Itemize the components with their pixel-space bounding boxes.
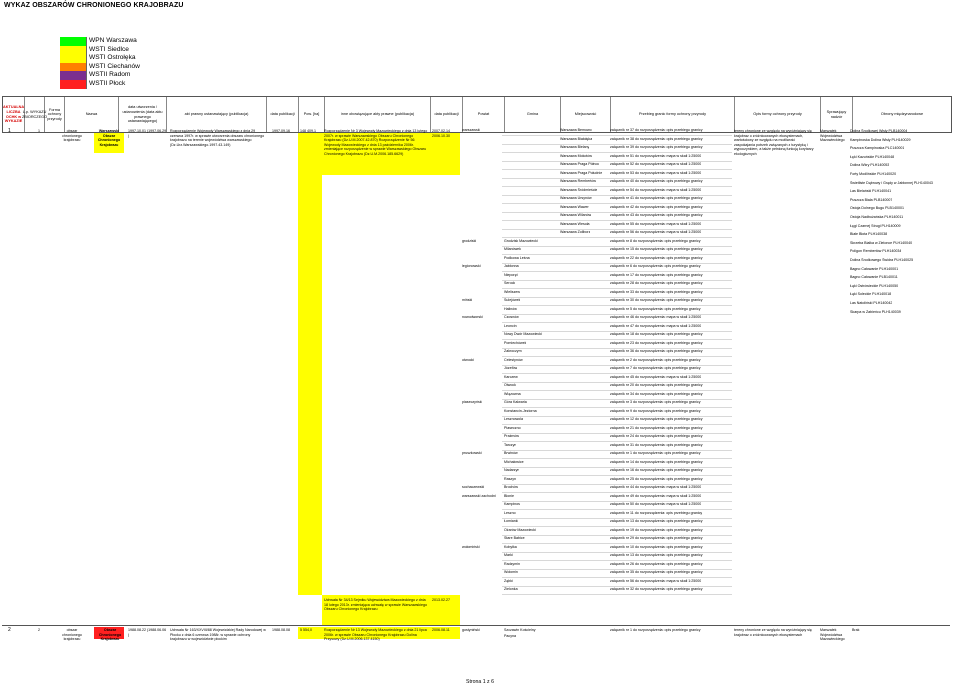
page-footer: Strona 1 z 6 bbox=[466, 679, 494, 685]
legend-label: WSTI Ostrołęka bbox=[89, 54, 136, 62]
row-gmina: Radzymin bbox=[504, 561, 520, 566]
legend-label: WSTII Płock bbox=[89, 79, 126, 87]
row-gmina: Leoncin bbox=[504, 323, 517, 328]
record1-lp: 1 bbox=[38, 129, 40, 133]
obszar-item: Puszcza Biała PLB140007 bbox=[850, 197, 893, 202]
legend-item bbox=[60, 46, 160, 55]
row-przebieg: załącznik nr 9 do rozporządzenia: opis przebiegu granicy bbox=[610, 408, 701, 413]
record2-nazwa: Obszar Chronionego Krajobrazu bbox=[98, 628, 122, 642]
header-gmina: Gmina bbox=[505, 97, 561, 132]
row-przebieg: załącznik nr 25 do rozporządzenia: opis przebiegu granicy bbox=[610, 476, 703, 481]
header-akt-prawny: akt prawny ustanawiający (publikacja) bbox=[167, 97, 267, 132]
row-miejscowosc: Warszawa Bemowo bbox=[560, 128, 592, 132]
record2-lp: 2 bbox=[38, 628, 40, 632]
row-przebieg: załącznik nr 54 do rozporządzenia: mapa w skali 1:25000 bbox=[610, 187, 702, 192]
row-przebieg: załącznik nr 44 do rozporządzenia: mapa w skali 1:25000 bbox=[610, 485, 702, 489]
row-gmina: Nieporęt bbox=[504, 272, 518, 277]
record1-akt: Rozporządzenie Wojewody Warszawskiego z dnia 29 czerwca 1997r. w sprawie utworzenia obszaru chronionego krajobrazu na terenie województwa warszawskiego (Dz.Urz.Warszawskiego.1997.43.149) bbox=[170, 129, 265, 147]
header-nadzor: Sprawujący nadzór bbox=[821, 97, 853, 132]
obszar-item: Las Natoliński PLH140042 bbox=[850, 301, 893, 305]
row-gmina: Celestynów bbox=[504, 357, 523, 362]
page-title: WYKAZ OBSZARÓW CHRONIONEGO KRAJOBRAZU bbox=[4, 2, 184, 9]
record1-nazwa: Warszawski Obszar Chronionego Krajobrazu bbox=[97, 129, 121, 147]
row-gmina: Raszyn bbox=[504, 476, 516, 481]
legend-item bbox=[60, 37, 160, 46]
legend-swatch bbox=[60, 54, 87, 63]
row-gmina: Kampinos bbox=[504, 502, 520, 506]
record2-inne: Rozporządzenie Nr 13 Wojewody Mazowieckiego z dnia 21 lipca 2006r. w sprawie Obszaru Chronionego Krajobrazu Dolina Przysowy (Dz.U.M.2006.137.4150) bbox=[324, 628, 427, 642]
legend-item bbox=[60, 71, 160, 80]
row-powiat: otwocki bbox=[462, 357, 474, 362]
row-przebieg: załącznik nr 34 do rozporządzenia: opis przebiegu granicy bbox=[610, 391, 703, 396]
record2-akt: Uchwała Nr 163/XXVIII/88 Wojewódzkiej Rady Narodowej w Płocku z dnia 6 czerwca 1988r. w sprawie ochrony krajobrazu w województwie płockim bbox=[170, 628, 266, 642]
row-przebieg: załącznik nr 22 do rozporządzenia: opis przebiegu granicy bbox=[610, 255, 703, 260]
obszar-item: Las Bielański PLH140041 bbox=[850, 189, 892, 194]
legend-swatch bbox=[60, 71, 87, 80]
row-powiat: pruszkowski bbox=[462, 451, 482, 455]
row-miejscowosc: Warszawa Wawer bbox=[560, 204, 589, 209]
row-gmina: Tarczyn bbox=[504, 442, 517, 447]
obszar-item: Ostoja Nadbużańska PLH140011 bbox=[850, 215, 904, 219]
row-przebieg: załącznik nr 35 do rozporządzenia: opis przebiegu granicy bbox=[610, 570, 703, 574]
row-przebieg: załącznik nr 42 do rozporządzenia: opis przebiegu granicy bbox=[610, 204, 703, 209]
record1-extra-data: 2013.02.27 bbox=[432, 598, 450, 602]
row-przebieg: załącznik nr 13 do rozporządzenia: opis przebiegu granicy bbox=[610, 553, 703, 557]
header-pow: Pow. [ha] bbox=[299, 97, 325, 132]
row-gmina: Ząbki bbox=[504, 578, 513, 583]
row-gmina: Marki bbox=[504, 553, 513, 557]
row-przebieg: załącznik nr 24 do rozporządzenia: opis przebiegu granicy bbox=[610, 434, 703, 438]
row-przebieg: załącznik nr 50 do rozporządzenia: mapa w skali 1:25000 bbox=[610, 502, 702, 506]
row-przebieg: załącznik nr 56 do rozporządzenia: mapa w skali 1:25000 bbox=[610, 578, 702, 583]
row-miejscowosc: Warszawa Ursynów bbox=[560, 196, 592, 200]
row-przebieg: załącznik nr 55 do rozporządzenia: mapa w skali 1:25000 bbox=[610, 221, 702, 226]
row-przebieg: załącznik nr 16 do rozporządzenia: opis przebiegu granicy bbox=[610, 468, 703, 472]
row-miejscowosc: Warszawa Praga Północ bbox=[560, 162, 600, 166]
row-przebieg: załącznik nr 30 do rozporządzenia: opis przebiegu granicy bbox=[610, 298, 703, 302]
record1-opis: tereny chronione ze względu na wyróżniający się krajobraz o zróżnicowanych ekosystemach, wartościowy ze względu na możliwość zaspokajania potrzeb związanych z turystyką i wypoczynkiem, a także pełnioną funkcją korytarzy ekologicznych bbox=[734, 129, 814, 156]
record2-data-inne: 2006.08.11 bbox=[432, 628, 450, 632]
row-przebieg: załącznik nr 46 do rozporządzenia: mapa w skali 1:25000 bbox=[610, 315, 702, 319]
legend-label: WSTII Radom bbox=[89, 71, 131, 79]
obszar-item: Skrzeba Białka w Zielonce PLH140040 bbox=[850, 240, 913, 245]
legend-swatch bbox=[60, 37, 87, 46]
row-miejscowosc: Warszawa Praga Południe bbox=[560, 170, 603, 175]
header-opis: Opis formy ochrony przyrody bbox=[735, 97, 821, 132]
row-gmina: Konstancin-Jeziorna bbox=[504, 408, 537, 413]
row-przebieg: załącznik nr 15 do rozporządzenia: opis przebiegu granicy bbox=[610, 247, 703, 251]
row-przebieg: załącznik nr 47 do rozporządzenia: mapa w skali 1:25000 bbox=[610, 323, 702, 328]
row-powiat: nowodworski bbox=[462, 315, 483, 319]
row-przebieg: załącznik nr 11 do rozporządzenia: opis przebiegu granicy bbox=[610, 510, 703, 515]
record2-opis: tereny chronione ze względu na wyróżniający się krajobraz o zróżnicowanych ekosystemach bbox=[734, 628, 812, 637]
row-przebieg: załącznik nr 53 do rozporządzenia: mapa w skali 1:25000 bbox=[610, 170, 702, 175]
legend-item bbox=[60, 63, 160, 72]
row-przebieg: załącznik nr 41 do rozporządzenia: opis przebiegu granicy bbox=[610, 196, 703, 200]
row-miejscowosc: Warszawa Białołęka bbox=[560, 136, 593, 141]
row-gmina: Ożarów Mazowiecki bbox=[504, 527, 536, 532]
row-miejscowosc: Warszawa Wilanów bbox=[560, 213, 592, 217]
record2-przebieg: załącznik nr 1 do rozporządzenia: opis przebiegu granicy bbox=[610, 628, 701, 632]
row-przebieg: załącznik nr 40 do rozporządzenia: opis przebiegu granicy bbox=[610, 179, 703, 183]
highlight-data-inne bbox=[428, 133, 460, 175]
obszar-item: Ostoja Dolnego Bugu PLB140001 bbox=[850, 206, 904, 211]
row-przebieg: załącznik nr 52 do rozporządzenia: mapa w skali 1:25000 bbox=[610, 162, 702, 166]
legend-swatch bbox=[60, 63, 87, 72]
row-powiat: miński bbox=[462, 298, 473, 302]
legend-label: WSTI Siedlce bbox=[89, 45, 129, 53]
row-gmina: Jabłonna bbox=[504, 264, 519, 268]
obszar-item: Łęki Kazuńskie PLH140048 bbox=[850, 154, 895, 159]
row-powiat: warszawski bbox=[462, 128, 481, 132]
record-divider bbox=[2, 625, 950, 626]
row-miejscowosc: Warszawa Bielany bbox=[560, 145, 590, 149]
row-przebieg: załącznik nr 6 do rozporządzenia: opis przebiegu granicy bbox=[610, 264, 701, 268]
highlight-pow bbox=[298, 133, 322, 595]
obszar-item: Bagno Całowanie PLB140011 bbox=[850, 275, 898, 280]
row-miejscowosc: Warszawa Mokotów bbox=[560, 153, 593, 158]
row-gmina: Michałowice bbox=[504, 459, 524, 464]
header-lp: L.p. WYKAZU ZBIORCZEGO bbox=[25, 97, 45, 132]
row-gmina: Łomianki bbox=[504, 519, 519, 523]
row-przebieg: załącznik nr 38 do rozporządzenia: opis przebiegu granicy bbox=[610, 136, 703, 141]
header-inne-akty: inne obowiązujące akty prawne (publikacja) bbox=[325, 97, 431, 132]
row-miejscowosc: Warszawa Wesoła bbox=[560, 221, 590, 226]
obszar-item: Dolina Środkowego Świdra PLH140025 bbox=[850, 258, 914, 262]
row-miejscowosc: Warszawa Żoliborz bbox=[560, 230, 591, 234]
obszar-item: Skarpa w Zabieńcu PLH140039 bbox=[850, 309, 901, 314]
row-powiat: grodziski bbox=[462, 238, 477, 243]
record1-nadzor: Marszałek Województwa Mazowieckiego bbox=[820, 129, 845, 143]
record1-data-pub: 1997.09.16 bbox=[272, 129, 290, 133]
record2-data-utw: 1988.08.22 (1988.06.06 ) bbox=[128, 628, 167, 637]
row-przebieg: załącznik nr 21 do rozporządzenia: opis przebiegu granicy bbox=[610, 425, 703, 430]
row-gmina: Wiązowna bbox=[504, 391, 521, 396]
row-przebieg: załącznik nr 26 do rozporządzenia: opis przebiegu granicy bbox=[610, 561, 703, 566]
row-przebieg: załącznik nr 49 do rozporządzenia: mapa w skali 1:25000 bbox=[610, 493, 702, 498]
row-przebieg: załącznik nr 10 do rozporządzenia: opis przebiegu granicy bbox=[610, 544, 703, 549]
legend-swatch bbox=[60, 46, 87, 55]
row-przebieg: załącznik nr 1 do rozporządzenia: opis przebiegu granicy bbox=[610, 451, 701, 455]
row-powiat: piaseczyński bbox=[462, 400, 483, 404]
record2-gmina2: Pacyna bbox=[504, 634, 516, 638]
row-gmina: Piaseczno bbox=[504, 425, 521, 430]
row-gmina: Prażmów bbox=[504, 434, 519, 438]
row-gmina: Serock bbox=[504, 281, 516, 285]
row-przebieg: załącznik nr 29 do rozporządzenia: opis przebiegu granicy bbox=[610, 536, 703, 540]
record2-num: 2 bbox=[8, 627, 11, 633]
legend-swatch bbox=[60, 80, 87, 89]
record2-forma: obszar chronionego krajobrazu bbox=[62, 628, 82, 642]
obszar-item: Forty Modlińskie PLH140020 bbox=[850, 172, 897, 176]
row-gmina: Brwinów bbox=[504, 451, 518, 455]
row-gmina: Czosnów bbox=[504, 315, 519, 319]
row-przebieg: załącznik nr 2 do rozporządzenia: opis przebiegu granicy bbox=[610, 357, 701, 362]
legend-item bbox=[60, 54, 160, 63]
row-przebieg: załącznik nr 8 do rozporządzenia: opis przebiegu granicy bbox=[610, 238, 701, 243]
row-gmina: Halinów bbox=[504, 306, 517, 311]
row-gmina: Sulejówek bbox=[504, 298, 521, 302]
obszar-item: Poligon Rembertów PLH140034 bbox=[850, 249, 902, 254]
row-przebieg: załącznik nr 37 do rozporządzenia: opis przebiegu granicy bbox=[610, 128, 703, 132]
row-gmina: Karczew bbox=[504, 374, 518, 379]
row-przebieg: załącznik nr 28 do rozporządzenia: opis przebiegu granicy bbox=[610, 281, 703, 285]
row-gmina: Wieliszew bbox=[504, 289, 520, 294]
row-gmina: Wołomin bbox=[504, 570, 518, 574]
obszar-item: Dolina Środkowej Wisły PLB140004 bbox=[850, 129, 908, 133]
row-miejscowosc: Warszawa Rembertów bbox=[560, 179, 597, 183]
header-data-publikacji-2: data publikacji bbox=[431, 97, 463, 132]
row-gmina: Zielonka bbox=[504, 587, 518, 591]
row-przebieg: załącznik nr 23 do rozporządzenia: opis przebiegu granicy bbox=[610, 340, 703, 345]
row-przebieg: załącznik nr 20 do rozporządzenia: opis przebiegu granicy bbox=[610, 383, 703, 387]
row-przebieg: załącznik nr 14 do rozporządzenia: opis przebiegu granicy bbox=[610, 459, 703, 464]
row-przebieg: załącznik nr 51 do rozporządzenia: mapa w skali 1:25000 bbox=[610, 153, 702, 158]
record1-extra-akt: Uchwała Nr 34/13 Sejmiku Województwa Mazowieckiego z dnia 18 lutego 2013r. zmieniająca uchwałę w sprawie Warszawskiego Obszaru Chronionego Krajobrazu bbox=[324, 598, 427, 612]
row-gmina: Podkowa Leśna bbox=[504, 255, 530, 260]
legend-item bbox=[60, 80, 160, 89]
header-nazwa: Nazwa bbox=[65, 97, 119, 132]
row-gmina: Lesznowola bbox=[504, 417, 523, 421]
header-powiat: Powiat bbox=[463, 97, 505, 132]
header-miejscowosc: Miejscowość bbox=[561, 97, 611, 132]
row-przebieg: załącznik nr 5 do rozporządzenia: opis przebiegu granicy bbox=[610, 306, 701, 311]
row-przebieg: załącznik nr 31 do rozporządzenia: opis przebiegu granicy bbox=[610, 442, 703, 447]
header-data-publikacji: data publikacji bbox=[267, 97, 299, 132]
row-przebieg: załącznik nr 43 do rozporządzenia: opis przebiegu granicy bbox=[610, 213, 703, 217]
row-przebieg: załącznik nr 3 do rozporządzenia: opis przebiegu granicy bbox=[610, 400, 701, 404]
row-przebieg: załącznik nr 56 do rozporządzenia: mapa w skali 1:25000 bbox=[610, 230, 702, 234]
row-gmina: Góra Kalwaria bbox=[504, 400, 527, 404]
legend-label: WPN Warszawa bbox=[89, 37, 137, 44]
obszar-item: Bagno Całowanie PLH140001 bbox=[850, 266, 899, 271]
row-przebieg: załącznik nr 33 do rozporządzenia: opis przebiegu granicy bbox=[610, 289, 703, 294]
row-przebieg: załącznik nr 45 do rozporządzenia: mapa w skali 1:25000 bbox=[610, 374, 702, 379]
obszar-item: Świetliste Dąbrowy i Grądy w Jabłonnej PLH140043 bbox=[850, 180, 933, 185]
header-data-utworzenia: data utworzenia / ustanowienia (data aktu prawnego ustanawiającego) bbox=[119, 97, 167, 132]
row-przebieg: załącznik nr 18 do rozporządzenia: opis przebiegu granicy bbox=[610, 332, 703, 336]
row-gmina: Grodzisk Mazowiecki bbox=[504, 238, 538, 243]
legend bbox=[60, 37, 160, 89]
row-separator bbox=[502, 594, 732, 595]
record1-inne: Rozporządzenie Nr 3 Wojewody Mazowieckiego z dnia 13 lutego 2007r. w sprawie Warszawskiego Obszaru Chronionego Krajobrazu (Dz.U.M.2007.42.870) Rozporządzenie Nr 56 Wojewody Mazowieckiego z dnia 13 października 2006r. zmieniające rozporządzenie w sprawie Warszawskiego Obszaru Chronionego Krajobrazu (Dz.U.M.2006.185.6629) bbox=[324, 129, 428, 156]
header-przebieg: Przebieg granic formy ochrony przyrody bbox=[611, 97, 735, 132]
row-gmina: Nowy Dwór Mazowiecki bbox=[504, 332, 542, 336]
record2-nadzor: Marszałek Województwa Mazowieckiego bbox=[820, 628, 845, 642]
row-powiat: warszawski zachodni bbox=[462, 493, 496, 498]
record2-powiat: gostyniński bbox=[462, 628, 480, 632]
row-przebieg: załącznik nr 36 do rozporządzenia: opis przebiegu granicy bbox=[610, 349, 703, 353]
header-forma: Forma ochrony przyrody bbox=[45, 97, 65, 132]
record1-forma: obszar chronionego krajobrazu bbox=[62, 129, 82, 143]
row-gmina: Leszno bbox=[504, 510, 516, 515]
record2-gmina: Szczawin Kościelny bbox=[504, 628, 536, 632]
row-gmina: Stare Babice bbox=[504, 536, 525, 540]
row-gmina: Otwock bbox=[504, 383, 516, 387]
row-powiat: wołomiński bbox=[462, 544, 480, 549]
record1-data-utw: 1997.10.01 (1997.06.29 ) bbox=[128, 129, 167, 138]
row-gmina: Józefów bbox=[504, 366, 518, 370]
row-przebieg: załącznik nr 7 do rozporządzenia: opis przebiegu granicy bbox=[610, 366, 701, 370]
obszar-item: Kampinoska Dolina Wisły PLH140029 bbox=[850, 137, 911, 142]
legend-label: WSTI Ciechanów bbox=[89, 62, 140, 70]
obszar-item: Puszcza Kampinoska PLC140001 bbox=[850, 146, 905, 151]
row-gmina: Pomiechówek bbox=[504, 340, 527, 345]
obszar-item: Łąki Soleckie PLH140018 bbox=[850, 292, 892, 297]
row-powiat: sochaczewski bbox=[462, 485, 485, 489]
record2-data-pub: 1988.08.08 bbox=[272, 628, 290, 632]
row-przebieg: załącznik nr 13 do rozporządzenia: opis przebiegu granicy bbox=[610, 519, 703, 523]
row-gmina: Nadarzyn bbox=[504, 468, 520, 472]
row-gmina: Błonie bbox=[504, 493, 514, 498]
record1-data-inne: 2007.02.14 2006.10.30 bbox=[432, 129, 450, 138]
record2-obszary: Brak bbox=[852, 628, 860, 632]
header-aktualna-liczba: AKTUALNA LICZBA OCHK w WYKAZIE bbox=[3, 97, 25, 132]
row-powiat: legionowski bbox=[462, 264, 481, 268]
obszar-item: Dolina Wkry PLH140053 bbox=[850, 163, 890, 168]
row-gmina: Zakroczym bbox=[504, 349, 522, 353]
row-przebieg: załącznik nr 19 do rozporządzenia: opis przebiegu granicy bbox=[610, 527, 703, 532]
row-przebieg: załącznik nr 17 do rozporządzenia: opis przebiegu granicy bbox=[610, 272, 703, 277]
row-gmina: Milanówek bbox=[504, 247, 521, 251]
obszar-item: Białe Błota PLH140038 bbox=[850, 232, 888, 237]
record1-num: 1 bbox=[8, 128, 11, 134]
row-miejscowosc: Warszawa Śródmieście bbox=[560, 187, 598, 192]
obszar-item: Łęgi Czarnej Strugi PLH140009 bbox=[850, 223, 901, 228]
row-gmina: Brochów bbox=[504, 485, 518, 489]
record2-pow: 5 554,0 bbox=[300, 628, 312, 632]
row-przebieg: załącznik nr 12 do rozporządzenia: opis przebiegu granicy bbox=[610, 417, 703, 421]
obszar-item: Łąki Ostrówieckie PLH140050 bbox=[850, 283, 899, 288]
record1-pow: 148 409,1 bbox=[300, 129, 316, 133]
row-przebieg: załącznik nr 32 do rozporządzenia: opis przebiegu granicy bbox=[610, 587, 703, 591]
row-przebieg: załącznik nr 39 do rozporządzenia: opis przebiegu granicy bbox=[610, 145, 703, 149]
header-obszary: Obrony międzynarodowe bbox=[880, 112, 924, 117]
row-gmina: Kobyłka bbox=[504, 544, 517, 549]
